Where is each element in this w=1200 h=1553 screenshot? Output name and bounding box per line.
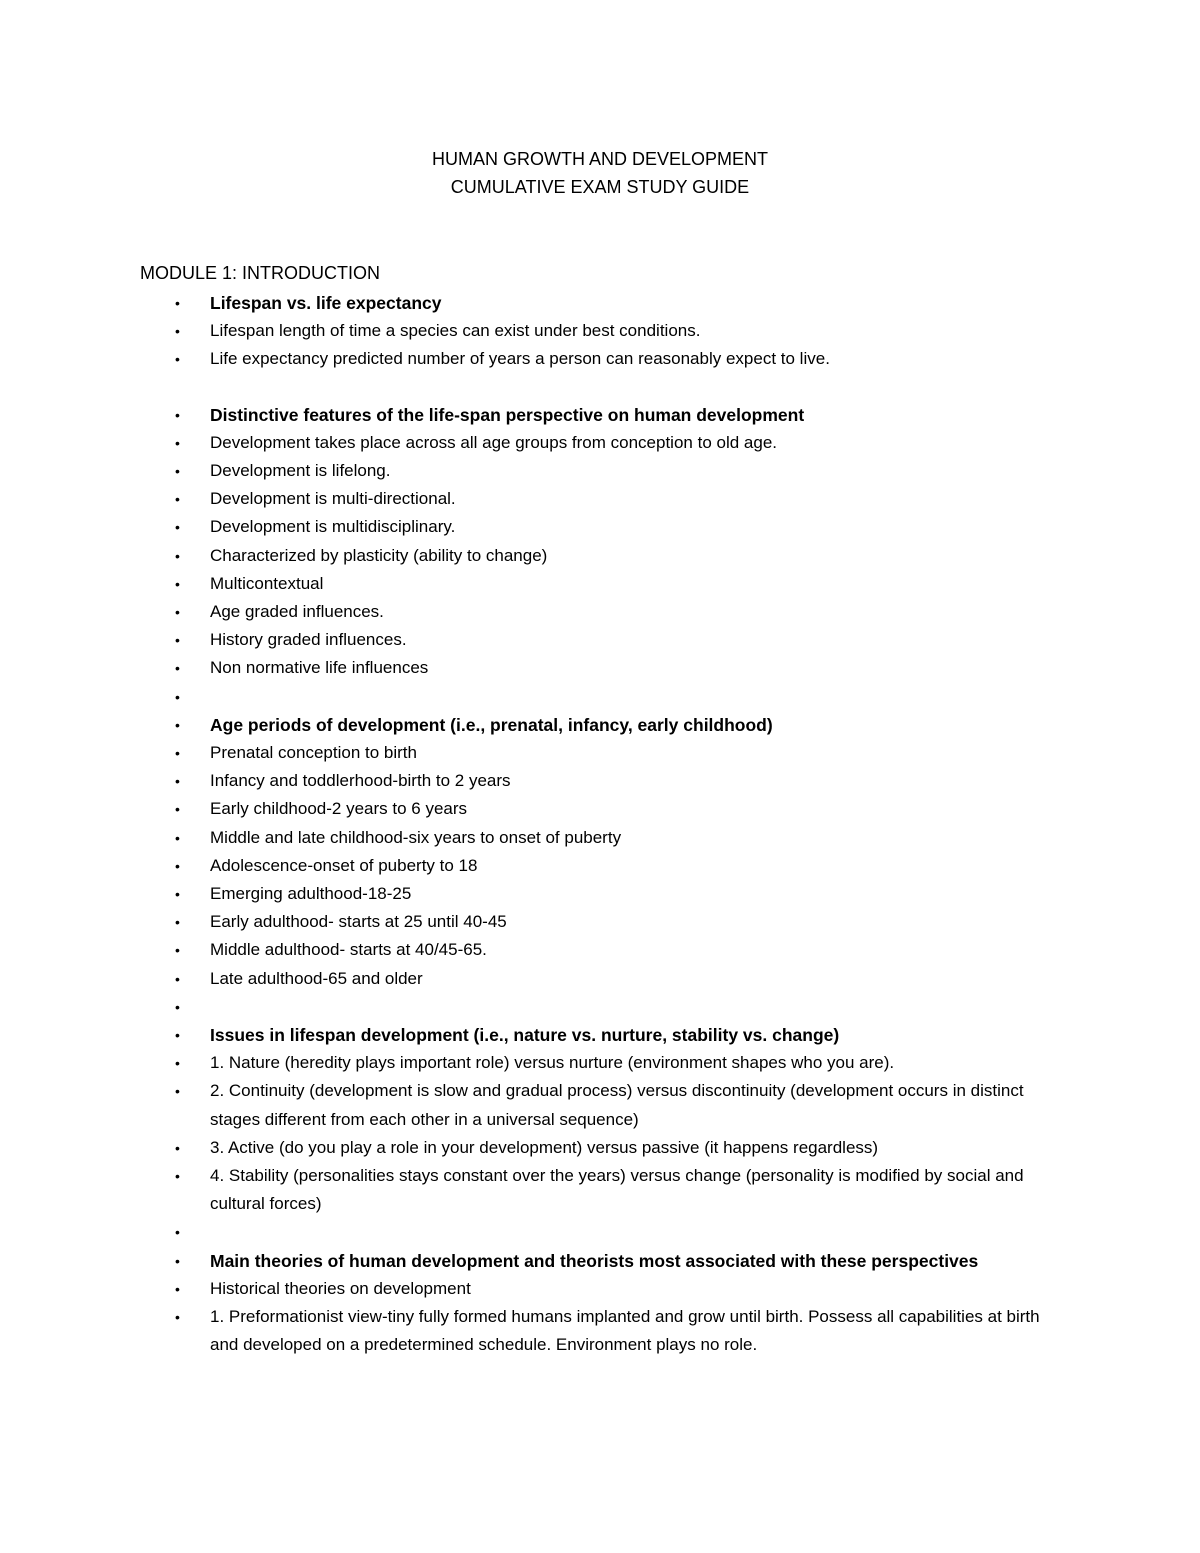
list-item-text: Non normative life influences xyxy=(210,658,429,678)
list-item-text: Life expectancy predicted number of years a person can reasonably expect to live. xyxy=(210,349,830,369)
list-item-heading xyxy=(0,1021,1070,1049)
bullet-icon: • xyxy=(175,491,180,508)
list-item xyxy=(0,317,1070,345)
list-item-text: Age periods of development (i.e., prenatal, infancy, early childhood) xyxy=(210,714,773,735)
list-item xyxy=(0,1303,1070,1359)
list-item-heading xyxy=(0,1247,1070,1275)
list-item-text: Middle adulthood- starts at 40/45-65. xyxy=(210,940,487,960)
list-item-text: Infancy and toddlerhood-birth to 2 years xyxy=(210,771,511,791)
list-item xyxy=(0,739,1070,767)
bullet-icon: • xyxy=(175,745,180,762)
list-item-text: Issues in lifespan development (i.e., nature vs. nurture, stability vs. change) xyxy=(210,1025,840,1046)
list-item xyxy=(0,824,1070,852)
list-item-text: 3. Active (do you play a role in your development) versus passive (it happens regardless) xyxy=(210,1137,879,1157)
bullet-icon: • xyxy=(175,351,180,368)
bullet-icon: • xyxy=(175,323,180,340)
bullet-icon: • xyxy=(175,547,180,564)
bullet-icon: • xyxy=(175,1139,180,1156)
list-item-empty xyxy=(0,683,1070,711)
module-heading: MODULE 1: INTRODUCTION xyxy=(140,263,381,283)
list-item xyxy=(0,880,1070,908)
bullet-icon: • xyxy=(175,970,180,987)
bullet-icon: • xyxy=(175,857,180,874)
list-item-heading xyxy=(0,401,1070,429)
list-item-text: Distinctive features of the life-span perspective on human development xyxy=(210,404,805,425)
list-item xyxy=(0,936,1070,964)
list-item xyxy=(0,1077,1070,1133)
bullet-icon: • xyxy=(175,519,180,536)
bullet-list xyxy=(0,289,1200,1359)
list-item xyxy=(0,598,1070,626)
list-item-text: Development takes place across all age groups from conception to old age. xyxy=(210,432,777,452)
bullet-icon: • xyxy=(175,1224,180,1241)
bullet-icon: • xyxy=(175,1280,180,1297)
list-item-text: Lifespan vs. life expectancy xyxy=(210,293,442,313)
list-item xyxy=(0,1049,1070,1077)
list-item xyxy=(0,485,1070,513)
bullet-icon: • xyxy=(175,604,180,621)
list-item-text: Prenatal conception to birth xyxy=(210,743,417,763)
list-item xyxy=(0,852,1070,880)
list-item xyxy=(0,767,1070,795)
list-item-heading xyxy=(0,711,1070,739)
list-item-text: 1. Nature (heredity plays important role) versus nurture (environment shapes who you are). xyxy=(210,1053,895,1073)
list-item-text: Lifespan length of time a species can exist under best conditions. xyxy=(210,321,701,341)
bullet-icon: • xyxy=(175,998,180,1015)
bullet-icon: • xyxy=(175,801,180,818)
list-item xyxy=(0,626,1070,654)
list-item-text: Development is lifelong. xyxy=(210,461,391,481)
list-item-text: Main theories of human development and theorists most associated with these perspectives xyxy=(210,1250,979,1271)
list-item xyxy=(0,429,1070,457)
bullet-icon: • xyxy=(175,773,180,790)
list-item-text: 2. Continuity (development is slow and gradual process) versus discontinuity (development occurs in distinct stages different from each other in a universal sequence) xyxy=(210,1081,1024,1129)
title-line-1: HUMAN GROWTH AND DEVELOPMENT xyxy=(431,149,769,169)
list-item-text: 1. Preformationist view-tiny fully formed humans implanted and grow until birth. Possess all capabilities at birth and developed on a predetermined schedule. Environment plays no role. xyxy=(210,1307,1040,1355)
list-item xyxy=(0,542,1070,570)
title-line-2: CUMULATIVE EXAM STUDY GUIDE xyxy=(450,177,750,197)
bullet-icon: • xyxy=(175,942,180,959)
list-item-text: Historical theories on development xyxy=(210,1278,471,1298)
list-item-text: Age graded influences. xyxy=(210,602,384,622)
bullet-icon: • xyxy=(175,829,180,846)
bullet-icon: • xyxy=(175,660,180,677)
list-item-text: Multicontextual xyxy=(210,573,324,593)
bullet-icon: • xyxy=(175,688,180,705)
bullet-icon: • xyxy=(175,1168,180,1185)
list-item-text: Development is multi-directional. xyxy=(210,489,456,509)
list-item-text: Development is multidisciplinary. xyxy=(210,517,456,537)
list-item xyxy=(0,965,1070,993)
list-item-empty xyxy=(0,1218,1070,1246)
bullet-icon: • xyxy=(175,886,180,903)
list-item-text: Early childhood-2 years to 6 years xyxy=(210,799,468,819)
list-item xyxy=(0,795,1070,823)
bullet-icon: • xyxy=(175,1083,180,1100)
list-item-text: Characterized by plasticity (ability to change) xyxy=(210,545,548,565)
list-item xyxy=(0,457,1070,485)
bullet-icon: • xyxy=(175,1027,180,1044)
bullet-icon: • xyxy=(175,716,180,733)
bullet-icon: • xyxy=(175,1252,180,1269)
list-item xyxy=(0,513,1070,541)
bullet-icon: • xyxy=(175,295,180,311)
list-item-text: Late adulthood-65 and older xyxy=(210,968,423,988)
list-item-text: 4. Stability (personalities stays constant over the years) versus change (personality is modified by social and cultural forces) xyxy=(210,1166,1024,1214)
list-item xyxy=(0,345,1070,373)
bullet-icon: • xyxy=(175,434,180,451)
bullet-icon: • xyxy=(175,463,180,480)
bullet-icon: • xyxy=(175,1309,180,1326)
list-item xyxy=(0,908,1070,936)
list-item-text: Emerging adulthood-18-25 xyxy=(210,884,412,904)
bullet-icon: • xyxy=(175,1055,180,1072)
list-item xyxy=(0,1162,1070,1218)
list-item-text: Early adulthood- starts at 25 until 40-45 xyxy=(210,912,507,932)
list-item xyxy=(0,570,1070,598)
bullet-icon: • xyxy=(175,914,180,931)
list-item-empty xyxy=(0,993,1070,1021)
list-item-text: Adolescence-onset of puberty to 18 xyxy=(210,855,478,875)
bullet-icon: • xyxy=(175,406,180,423)
document-title xyxy=(0,145,1200,201)
list-item xyxy=(0,654,1070,682)
list-item-heading xyxy=(0,289,1070,317)
list-item-text: History graded influences. xyxy=(210,630,407,650)
list-item-text: Middle and late childhood-six years to onset of puberty xyxy=(210,827,622,847)
bullet-icon: • xyxy=(175,575,180,592)
bullet-icon: • xyxy=(175,632,180,649)
list-item xyxy=(0,1134,1070,1162)
list-item xyxy=(0,1275,1070,1303)
